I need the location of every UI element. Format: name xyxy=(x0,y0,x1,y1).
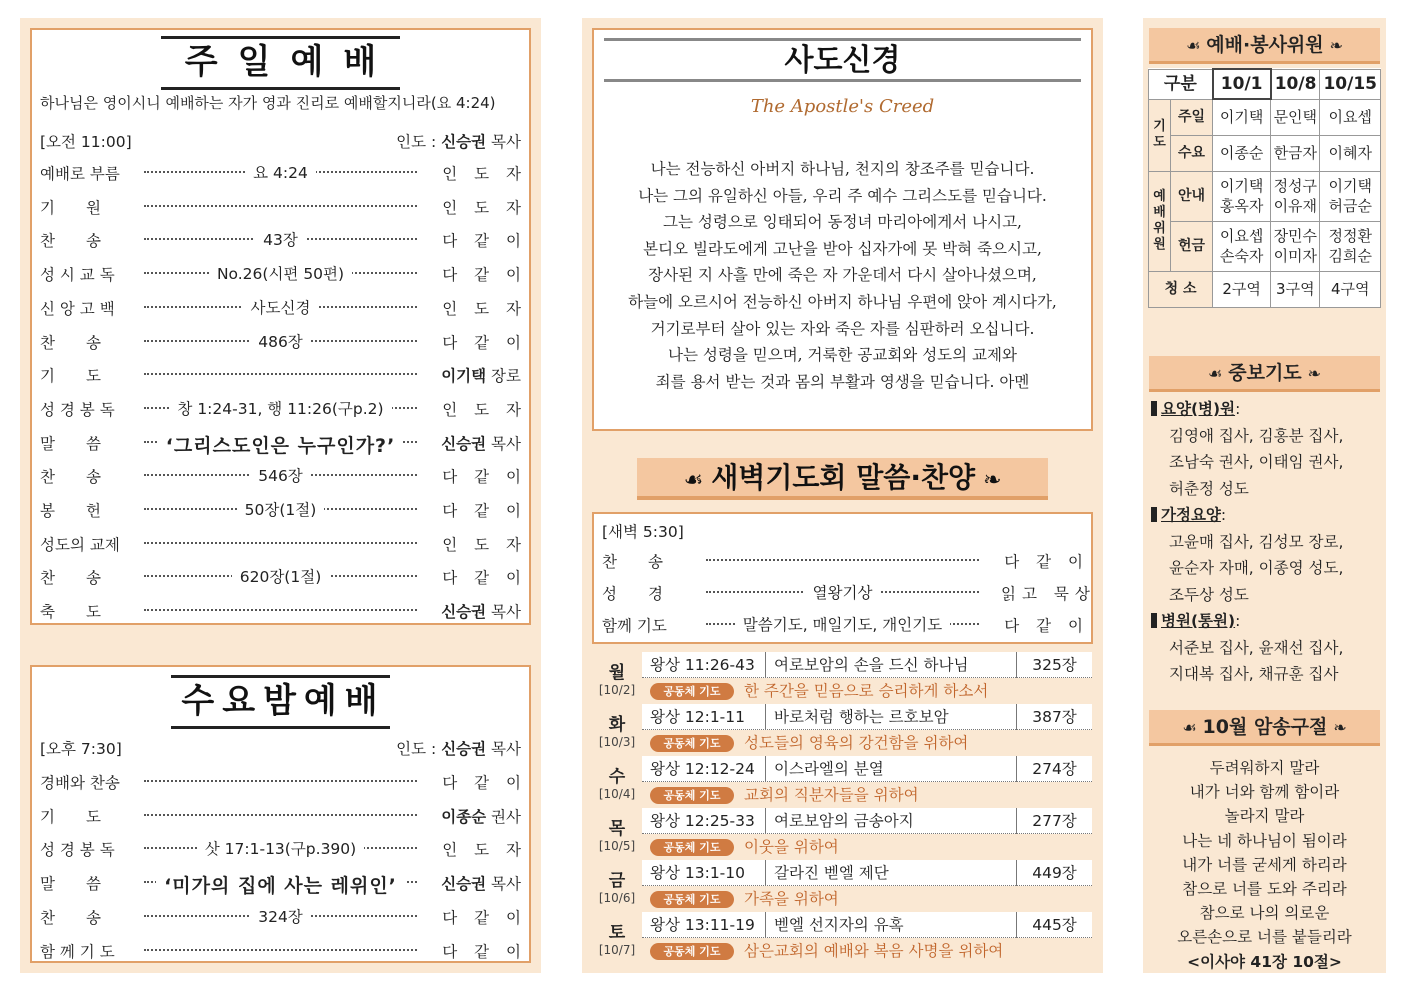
duty-cell: 3구역 xyxy=(1271,271,1320,307)
prayer-names: 허춘정 성도 xyxy=(1169,479,1249,498)
prayer-category xyxy=(1151,608,1380,635)
order-item-person: 다 같 이 xyxy=(442,569,527,588)
dotted-leader xyxy=(144,205,417,207)
prayer-category-colon: : xyxy=(1235,612,1241,630)
prayer-category-name: 병원(통원) xyxy=(1151,612,1235,630)
order-item-label: 찬 송 xyxy=(40,333,101,352)
duty-cell: 정성구 이유재 xyxy=(1271,171,1320,221)
cleaning-label: 청 소 xyxy=(1149,271,1213,307)
dotted-leader xyxy=(144,542,417,544)
community-prayer-badge: 공동체 기도 xyxy=(650,943,734,960)
dotted-leader xyxy=(144,373,417,375)
order-row xyxy=(40,364,521,394)
prayer-names: 윤순자 자매, 이종영 성도, xyxy=(1169,559,1344,577)
hymn-number: 274장 xyxy=(1016,756,1092,782)
prayer-line xyxy=(642,783,1092,808)
person-name: 신승권 xyxy=(441,603,487,622)
order-row xyxy=(40,906,527,936)
order-item-person: 읽고 묵상 xyxy=(1001,585,1096,603)
day-cell xyxy=(592,860,642,912)
order-row xyxy=(40,600,521,630)
reading-line xyxy=(642,860,1092,886)
order-row xyxy=(40,331,527,361)
order-item-person: 인 도 자 xyxy=(442,165,527,183)
prayer-category-name: 가정요양 xyxy=(1151,506,1221,524)
order-item-person: 다 같 이 xyxy=(442,774,527,792)
prayer-line xyxy=(642,887,1092,912)
prayer-names: 김영애 집사, 김홍분 집사, xyxy=(1169,426,1344,445)
scripture-ref: 왕상 13:11-19 xyxy=(650,916,755,934)
order-item-person: 다 같 이 xyxy=(442,266,527,285)
sunday-verse: 하나님은 영이시니 예배하는 자가 영과 진리로 예배할지니라(요 4:24) xyxy=(40,94,496,112)
order-item-label: 말 씀 xyxy=(40,434,101,453)
order-row xyxy=(40,872,521,902)
creed-line: 죄를 용서 받는 것과 몸의 부활과 영생을 믿습니다. 아멘 xyxy=(655,372,1030,391)
dawn-service-box xyxy=(592,512,1096,644)
order-item-detail-text: 50장(1절) xyxy=(237,501,325,519)
order-item-person xyxy=(433,432,521,454)
wednesday-time-line xyxy=(40,737,521,759)
order-row xyxy=(40,533,527,563)
order-item-detail-text: 546장 xyxy=(250,467,311,485)
prayer-group-label: 기도 xyxy=(1149,99,1171,171)
prayer-topic: 가족을 위하여 xyxy=(744,890,839,908)
order-item-label: 신 앙 고 백 xyxy=(40,299,115,318)
prayer-line xyxy=(642,835,1092,860)
memory-reference: <이사야 41장 10절> xyxy=(1187,952,1342,971)
offering-label: 헌금 xyxy=(1171,221,1213,271)
order-item-person xyxy=(433,872,521,894)
order-row xyxy=(602,582,1096,612)
memory-line: 놀라지 말라 xyxy=(1224,807,1305,826)
creed-line: 나는 그의 유일하신 아들, 우리 주 예수 그리스도를 믿습니다. xyxy=(638,186,1047,205)
memory-line: 참으로 너를 도와 주리라 xyxy=(1182,880,1347,899)
creed-line: 나는 전능하신 아버지 하나님, 천지의 창조주를 믿습니다. xyxy=(650,160,1035,178)
order-item-detail xyxy=(144,565,417,587)
wednesday-service-title: 수요밤예배 xyxy=(171,675,389,729)
creed-line: 나는 성령을 믿으며, 거룩한 공교회와 성도의 교제와 xyxy=(668,346,1017,365)
person-name: 이종순 xyxy=(441,807,487,826)
creed-line: 장사된 지 사흘 만에 죽은 자 가운데서 다시 살아나셨으며, xyxy=(648,266,1037,285)
wednesday-time: [오후 7:30] xyxy=(40,740,122,758)
order-row xyxy=(40,229,527,259)
order-item-label: 찬 송 xyxy=(602,553,663,571)
scripture-ref: 왕상 12:12-24 xyxy=(650,760,755,778)
memory-line: 내가 너와 함께 함이라 xyxy=(1189,783,1340,802)
day-date: [10/3] xyxy=(598,735,636,749)
intercession-title-text: 중보기도 xyxy=(1228,362,1302,384)
intercession-list xyxy=(1151,396,1380,688)
day-name: 토 xyxy=(608,923,626,943)
day-cell xyxy=(592,704,642,756)
order-item-label: 경배와 찬송 xyxy=(40,774,120,792)
hymn-number: 325장 xyxy=(1016,652,1092,678)
duty-cell: 2구역 xyxy=(1213,271,1271,307)
order-item-person: 인 도 자 xyxy=(442,198,527,217)
ornament-icon: ❧ xyxy=(983,468,1002,493)
order-item-detail-text: ‘미가의 집에 사는 레위인’ xyxy=(156,875,405,897)
order-row xyxy=(40,499,527,529)
order-item-detail-text: 창 1:24-31, 행 11:26(구p.2) xyxy=(169,400,391,418)
day-name: 수 xyxy=(608,767,626,787)
order-item-person: 다 같 이 xyxy=(1004,617,1089,635)
person-name: 신승권 xyxy=(441,875,487,894)
day-name: 월 xyxy=(608,663,626,683)
day-name: 화 xyxy=(608,715,626,735)
memory-line: 오른손으로 너를 붙들리라 xyxy=(1177,928,1352,947)
order-row xyxy=(40,398,527,428)
usher-label: 안내 xyxy=(1171,171,1213,221)
order-item-person: 인 도 자 xyxy=(442,299,527,318)
day-date: [10/5] xyxy=(598,839,636,853)
day-cell xyxy=(592,756,642,808)
community-prayer-badge: 공동체 기도 xyxy=(650,735,734,752)
reading-line xyxy=(642,704,1092,730)
order-item-label: 말 씀 xyxy=(40,875,101,894)
order-item-detail xyxy=(144,228,417,250)
scripture-ref: 왕상 13:1-10 xyxy=(650,864,745,882)
order-row xyxy=(40,196,527,226)
prayer-topic: 한 주간을 믿음으로 승리하게 하소서 xyxy=(744,682,989,700)
duty-cell: 이기택 홍옥자 xyxy=(1213,171,1271,221)
dawn-prayer-title xyxy=(637,458,1048,500)
order-item-person: 인 도 자 xyxy=(442,535,527,554)
order-item-person xyxy=(433,364,521,386)
person-title: 목사 xyxy=(491,603,521,622)
memory-verse-title xyxy=(1149,710,1380,746)
hymn-number: 449장 xyxy=(1016,860,1092,886)
order-item-person: 다 같 이 xyxy=(442,468,527,487)
order-item-label: 예배로 부름 xyxy=(40,165,120,183)
order-item-detail-text: 요 4:24 xyxy=(245,164,316,182)
hymn-number: 277장 xyxy=(1016,808,1092,834)
daily-reading-row xyxy=(592,704,1092,756)
duty-cell: 이기택 허금순 xyxy=(1320,171,1381,221)
duty-cell: 이기택 xyxy=(1213,99,1271,135)
community-prayer-badge: 공동체 기도 xyxy=(650,839,734,856)
order-row xyxy=(602,614,1089,644)
order-item-label: 봉 헌 xyxy=(40,502,101,520)
creed-line: 본디오 빌라도에게 고난을 받아 십자가에 못 박혀 죽으시고, xyxy=(643,239,1042,258)
person-title: 목사 xyxy=(491,434,521,453)
daily-reading-row xyxy=(592,912,1092,964)
prayer-category-colon: : xyxy=(1235,400,1241,418)
duty-cell: 장민수 이미자 xyxy=(1271,221,1320,271)
prayer-names: 조남숙 권사, 이태임 권사, xyxy=(1169,453,1344,471)
duty-cell: 정정환 김희순 xyxy=(1320,221,1381,271)
order-item-detail xyxy=(144,296,417,318)
order-item-detail xyxy=(144,431,417,458)
sunday-service-box xyxy=(30,28,531,625)
scripture-ref: 왕상 12:25-33 xyxy=(650,812,755,830)
duty-cell: 이종순 xyxy=(1213,135,1271,171)
leader-name: 신승권 xyxy=(441,133,487,151)
prayer-category xyxy=(1151,396,1380,423)
sunday-time-line xyxy=(40,130,521,152)
order-item-detail xyxy=(144,330,417,352)
reading-line xyxy=(642,808,1092,834)
person-name: 이기택 xyxy=(441,367,487,386)
order-item-label: 성 경 봉 독 xyxy=(40,841,115,860)
ornament-icon: ☙ xyxy=(1185,36,1201,55)
person-title: 장로 xyxy=(491,367,521,386)
prayer-names: 조두상 성도 xyxy=(1169,585,1249,604)
order-item-detail-text: 620장(1절) xyxy=(232,568,330,586)
scripture-ref: 왕상 11:26-43 xyxy=(650,656,755,674)
prayer-line xyxy=(642,731,1092,756)
order-item-detail-text: 삿 17:1-13(구p.390) xyxy=(197,840,364,858)
prayer-names: 고윤매 집사, 김성모 장로, xyxy=(1169,532,1344,551)
scripture-ref: 왕상 12:1-11 xyxy=(650,708,745,726)
wednesday-service-box xyxy=(30,665,531,963)
memory-line: 나는 네 하나님이 됨이라 xyxy=(1182,831,1347,850)
dotted-leader xyxy=(144,609,417,611)
day-name: 금 xyxy=(608,871,626,891)
order-item-label: 성 시 교 독 xyxy=(40,266,115,285)
order-row xyxy=(40,162,527,192)
duty-cell: 이요셉 xyxy=(1320,99,1381,135)
daily-reading-row xyxy=(592,860,1092,912)
duty-header-label: 구분 xyxy=(1149,69,1213,99)
order-item-label: 성 경 xyxy=(602,585,663,603)
order-item-detail xyxy=(144,837,417,859)
creed-title: 사도신경 xyxy=(604,38,1081,82)
hymn-number: 445장 xyxy=(1016,912,1092,938)
order-row xyxy=(602,550,1089,580)
order-item-label: 찬 송 xyxy=(40,908,101,927)
leader-label: 인도 : xyxy=(396,133,437,151)
order-item-detail-text: 43장 xyxy=(255,231,306,249)
dotted-leader xyxy=(144,949,417,951)
order-item-detail-text: ‘그리스도인은 누구인가?’ xyxy=(158,435,404,457)
prayer-topic: 성도들의 영육의 강건함을 위하여 xyxy=(744,734,969,752)
order-item-detail-text: 사도신경 xyxy=(243,299,319,317)
middle-column xyxy=(582,18,1103,973)
worship-committee-label: 예배위원 xyxy=(1149,171,1171,271)
order-item-label: 성 경 봉 독 xyxy=(40,400,115,419)
creed-text xyxy=(594,156,1091,395)
prayer-names: 지대복 집사, 채규훈 집사 xyxy=(1169,665,1339,683)
order-item-detail xyxy=(144,498,417,520)
order-row xyxy=(40,566,527,596)
order-row xyxy=(40,465,527,495)
dotted-leader xyxy=(144,780,417,782)
reading-line xyxy=(642,756,1092,782)
memory-verse xyxy=(1143,756,1386,974)
person-title: 목사 xyxy=(491,875,521,894)
order-item-label: 함께 기도 xyxy=(602,617,667,635)
prayer-line xyxy=(642,939,1092,964)
reading-title: 갈라진 벧엘 제단 xyxy=(765,860,889,886)
ornament-icon: ☙ xyxy=(1182,718,1197,737)
ornament-icon: ❧ xyxy=(1307,364,1322,383)
day-date: [10/7] xyxy=(598,943,636,957)
order-item-detail-text: 486장 xyxy=(250,333,311,351)
order-row xyxy=(40,771,527,801)
sunday-service-title: 주일예배 xyxy=(161,36,400,90)
order-item-detail xyxy=(144,397,417,419)
order-item-person: 다 같 이 xyxy=(1004,553,1089,571)
wednesday-duty-label: 수요 xyxy=(1171,135,1213,171)
day-name: 목 xyxy=(608,819,626,839)
order-item-person: 인 도 자 xyxy=(442,841,527,860)
prayer-category xyxy=(1151,502,1380,529)
order-item-label: 기 원 xyxy=(40,198,101,217)
order-item-label: 찬 송 xyxy=(40,569,101,588)
creed-box xyxy=(592,28,1093,431)
person-title: 권사 xyxy=(491,807,521,826)
hymn-number: 387장 xyxy=(1016,704,1092,730)
order-item-label: 성도의 교제 xyxy=(40,535,120,554)
community-prayer-badge: 공동체 기도 xyxy=(650,891,734,908)
duty-cell: 이요셉 손숙자 xyxy=(1213,221,1271,271)
creed-line: 하늘에 오르시어 전능하신 아버지 하나님 우편에 앉아 계시다가, xyxy=(628,292,1057,311)
creed-line: 그는 성령으로 잉태되어 동정녀 마리아에게서 나시고, xyxy=(663,213,1022,232)
order-item-label: 축 도 xyxy=(40,603,101,622)
order-item-label: 기 도 xyxy=(40,807,101,826)
order-item-detail xyxy=(706,581,979,603)
dotted-leader xyxy=(144,814,417,816)
day-cell xyxy=(592,652,642,704)
leader-title: 목사 xyxy=(491,740,521,758)
sunday-duty-label: 주일 xyxy=(1171,99,1213,135)
reading-title: 여로보암의 손을 드신 하나님 xyxy=(765,652,968,678)
ornament-icon: ☙ xyxy=(1207,364,1223,383)
order-item-person: 다 같 이 xyxy=(442,502,527,520)
order-item-label: 찬 송 xyxy=(40,468,101,487)
order-item-person xyxy=(433,805,521,827)
order-row xyxy=(40,940,527,970)
person-name: 신승권 xyxy=(441,434,487,453)
order-item-detail xyxy=(144,905,417,927)
community-prayer-badge: 공동체 기도 xyxy=(650,787,734,804)
creed-line: 거기로부터 살아 있는 자와 죽은 자를 심판하러 오십니다. xyxy=(650,319,1035,338)
ornament-icon: ☙ xyxy=(683,468,704,493)
intercession-title xyxy=(1149,356,1380,392)
order-row xyxy=(40,297,527,327)
order-item-person: 다 같 이 xyxy=(442,333,527,352)
order-item-label: 기 도 xyxy=(40,367,101,386)
day-cell xyxy=(592,912,642,964)
memory-line: 참으로 나의 의로운 xyxy=(1199,904,1330,923)
prayer-topic: 삼은교회의 예배와 복음 사명을 위하여 xyxy=(744,942,1004,960)
leader-label: 인도 : xyxy=(396,740,437,758)
order-item-detail-text: 324장 xyxy=(250,908,311,926)
order-item-person: 다 같 이 xyxy=(442,232,527,251)
reading-title: 여로보암의 금송아지 xyxy=(765,808,914,834)
order-item-label: 함 께 기 도 xyxy=(40,942,115,961)
prayer-line xyxy=(642,679,1092,704)
order-item-person: 인 도 자 xyxy=(442,400,527,419)
order-item-detail xyxy=(144,262,417,284)
order-row xyxy=(40,805,521,835)
prayer-category-colon: : xyxy=(1220,506,1227,524)
prayer-names: 서준보 집사, 윤재선 집사, xyxy=(1169,638,1344,657)
prayer-topic: 이웃을 위하여 xyxy=(744,838,839,856)
order-item-person: 다 같 이 xyxy=(442,942,527,961)
dawn-title-text: 새벽기도회 말씀·찬양 xyxy=(711,461,976,494)
order-row xyxy=(40,263,527,293)
daily-reading-row xyxy=(592,756,1092,808)
memory-line: 두려워하지 말라 xyxy=(1209,759,1320,777)
reading-line xyxy=(642,912,1092,938)
order-item-detail-text: 열왕기상 xyxy=(805,584,881,602)
duty-cell: 4구역 xyxy=(1320,271,1381,307)
duty-title xyxy=(1149,28,1380,64)
leader-title: 목사 xyxy=(491,133,521,151)
dawn-time: [새벽 5:30] xyxy=(602,523,684,541)
order-item-detail-text: No.26(시편 50편) xyxy=(209,265,352,283)
prayer-category-name: 요양(병)원 xyxy=(1151,400,1235,418)
duty-date: 10/8 xyxy=(1271,69,1320,99)
duty-date: 10/15 xyxy=(1320,69,1381,99)
day-date: [10/4] xyxy=(598,787,636,801)
ornament-icon: ❧ xyxy=(1333,718,1347,737)
duty-cell: 이혜자 xyxy=(1320,135,1381,171)
order-item-detail xyxy=(144,464,417,486)
order-item-label: 찬 송 xyxy=(40,232,101,251)
memory-line: 내가 너를 굳세게 하리라 xyxy=(1182,855,1347,874)
duty-cell: 한금자 xyxy=(1271,135,1320,171)
day-cell xyxy=(592,808,642,860)
order-row xyxy=(40,838,527,868)
order-item-detail xyxy=(706,613,979,635)
creed-subtitle: The Apostle's Creed xyxy=(750,96,935,117)
order-row xyxy=(40,432,521,462)
dotted-leader xyxy=(706,559,979,561)
reading-line xyxy=(642,652,1092,678)
daily-reading-row xyxy=(592,808,1092,860)
duty-title-text: 예배·봉사위원 xyxy=(1206,34,1324,56)
right-column xyxy=(1143,18,1386,973)
memory-title-text: 10월 암송구절 xyxy=(1202,716,1328,738)
daily-reading-row xyxy=(592,652,1092,704)
leader-name: 신승권 xyxy=(441,740,487,758)
reading-title: 벧엘 선지자의 유혹 xyxy=(765,912,904,938)
order-item-person: 다 같 이 xyxy=(442,908,527,927)
prayer-topic: 교회의 직분자들을 위하여 xyxy=(744,786,919,804)
left-column xyxy=(20,18,541,973)
day-date: [10/6] xyxy=(598,891,636,905)
order-item-detail-text: 말씀기도, 매일기도, 개인기도 xyxy=(735,616,950,634)
ornament-icon: ❧ xyxy=(1329,36,1344,55)
community-prayer-badge: 공동체 기도 xyxy=(650,683,734,700)
reading-title: 이스라엘의 분열 xyxy=(765,756,884,782)
order-item-detail xyxy=(144,871,417,898)
sunday-time: [오전 11:00] xyxy=(40,133,132,151)
duty-date: 10/1 xyxy=(1213,69,1271,99)
duty-table xyxy=(1148,68,1381,308)
reading-title: 바로처럼 행하는 르호보암 xyxy=(765,704,949,730)
order-item-detail xyxy=(144,161,417,183)
duty-cell: 문인택 xyxy=(1271,99,1320,135)
day-date: [10/2] xyxy=(598,683,636,697)
order-item-person xyxy=(433,600,521,622)
